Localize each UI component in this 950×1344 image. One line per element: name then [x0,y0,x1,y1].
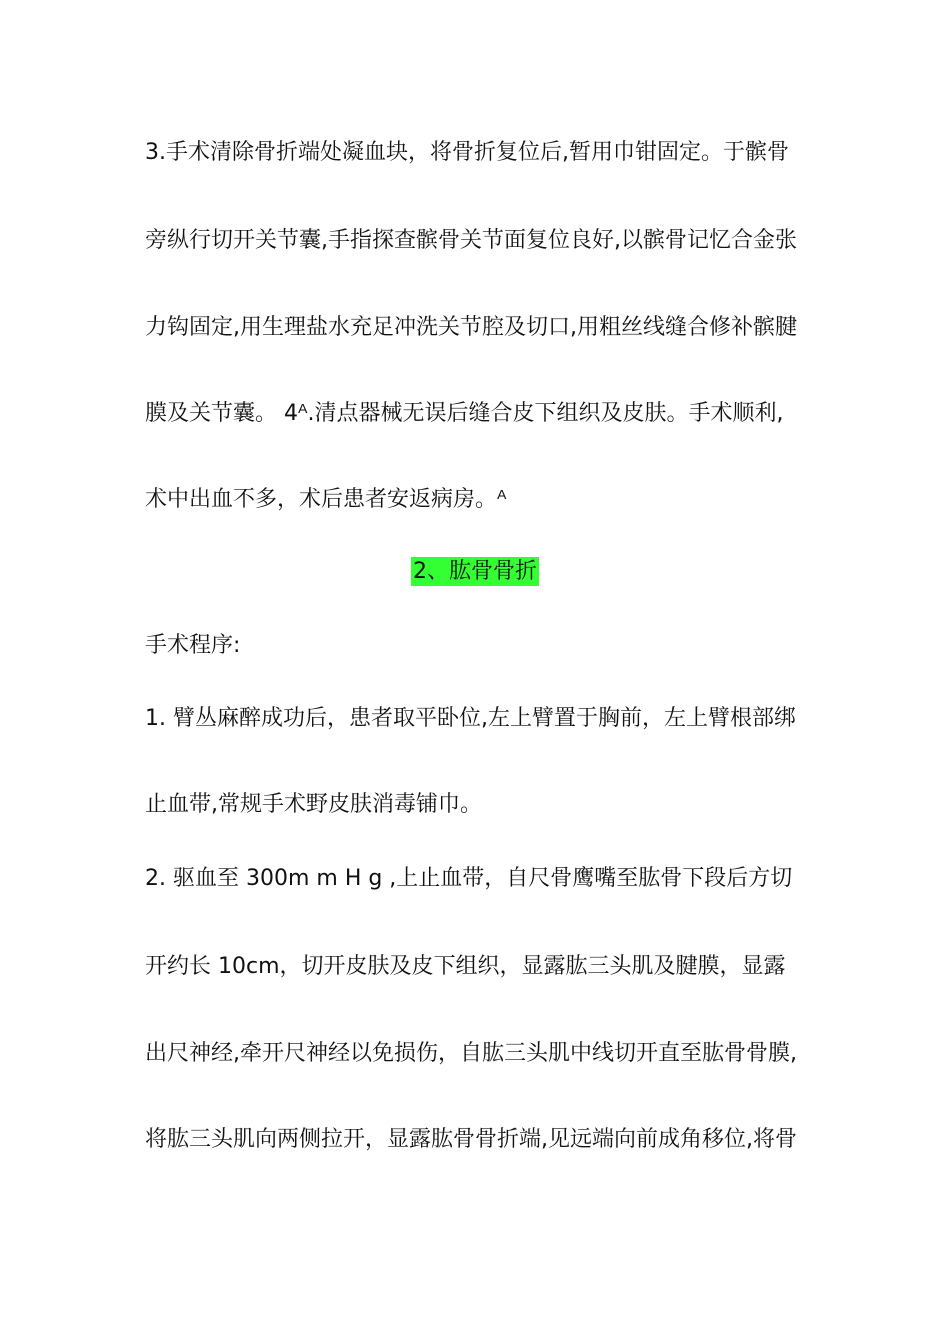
procedure-label: 手术程序: [145,633,241,658]
paragraph-line: 膜及关节囊。 4ᴬ.清点器械无误后缝合皮下组织及皮肤。手术顺利, [145,401,784,426]
paragraph-line: 3.手术清除骨折端处凝血块，将骨折复位后,暂用巾钳固定。于髌骨 [145,140,789,165]
section-heading [0,557,950,587]
paragraph-line: 开约长 10cm，切开皮肤及皮下组织，显露肱三头肌及腱膜，显露 [145,954,786,979]
paragraph-line: 旁纵行切开关节囊,手指探查髌骨关节面复位良好,以髌骨记忆合金张 [145,228,797,253]
paragraph-line: 力钩固定,用生理盐水充足冲洗关节腔及切口,用粗丝线缝合修补髌腱 [145,315,797,340]
paragraph-line: 1. 臂丛麻醉成功后，患者取平卧位,左上臂置于胸前，左上臂根部绑 [145,706,796,731]
paragraph-line: 2. 驱血至 300m m H g ,上止血带，自尺骨鹰嘴至肱骨下段后方切 [145,866,793,891]
paragraph-line: 术中出血不多，术后患者安返病房。ᴬ [145,487,507,512]
section-heading-text: 2、肱骨骨折 [413,559,537,584]
paragraph-line: 将肱三头肌向两侧拉开，显露肱骨骨折端,见远端向前成角移位,将骨 [145,1127,797,1152]
paragraph-line: 出尺神经,牵开尺神经以免损伤，自肱三头肌中线切开直至肱骨骨膜, [145,1041,797,1066]
paragraph-line: 止血带,常规手术野皮肤消毒铺巾。 [145,792,482,817]
